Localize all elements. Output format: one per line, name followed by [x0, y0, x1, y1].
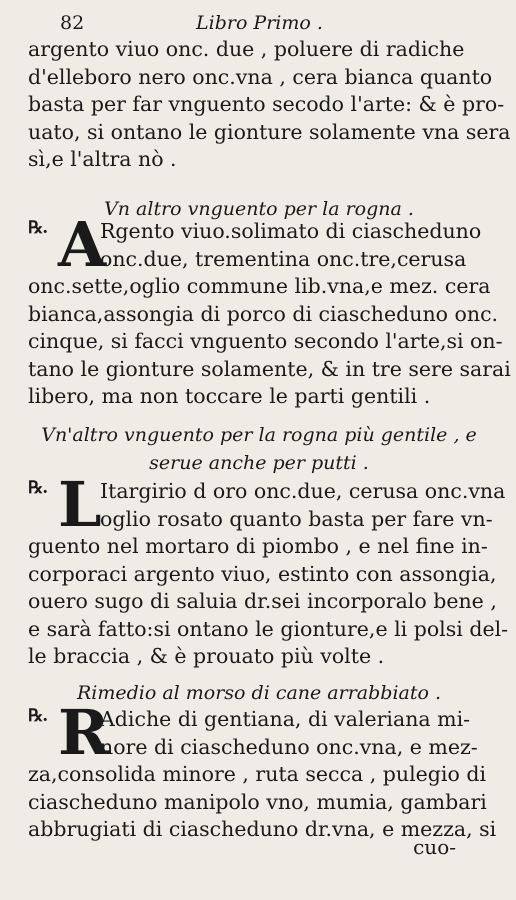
text-line: ouero sugo di saluia dr.sei incorporalo bene , [28, 589, 497, 613]
recipe-symbol: ℞. [28, 478, 48, 498]
page-number: 82 [60, 12, 85, 34]
text-line: abbrugiati di ciascheduno dr.vna, e mezza, si [28, 817, 497, 841]
recipe-symbol: ℞. [28, 218, 48, 238]
text-line: le braccia , & è prouato più volte . [28, 644, 385, 668]
running-head [60, 12, 480, 36]
text-line: uato, si ontano le gionture solamente vna sera [28, 119, 511, 144]
intro-paragraph [28, 36, 511, 174]
recipe-symbol: ℞. [28, 706, 48, 726]
text-line: corporaci argento viuo, estinto con assongia, [28, 561, 497, 586]
text-line: tano le gionture solamente, & in tre sere sarai [28, 356, 511, 381]
text-line: Rgento viuo.solimato di ciascheduno [100, 219, 482, 243]
text-line: nore di ciascheduno onc.vna, e mez- [100, 734, 478, 759]
text-line: d'elleboro nero onc.vna , cera bianca quanto [28, 64, 493, 89]
text-line: sì,e l'altra nò . [28, 147, 177, 171]
heading-line: Rimedio al morso di cane arrabbiato . [76, 682, 442, 704]
text-line: e sarà fatto:si ontano le gionture,e li polsi del- [28, 616, 509, 641]
text-line: argento viuo onc. due , poluere di radiche [28, 37, 465, 61]
header-title: Libro Primo . [196, 12, 323, 34]
text-line: onc.sette,oglio commune lib.vna,e mez. cera [28, 274, 491, 298]
catchword: cuo- [413, 835, 456, 859]
text-line: basta per far vnguento secodo l'arte: & è pro- [28, 92, 505, 116]
text-line: cinque, si facci vnguento secondo l'arte,si on- [28, 329, 503, 353]
text-line: za,consolida minore , ruta secca , pulegio di [28, 762, 487, 786]
text-line: Adiche di gentiana, di valeriana mi- [100, 707, 471, 731]
text-line: guento nel mortaro di piombo , e nel fine in- [28, 534, 488, 558]
text-line: onc.due, trementina onc.tre,cerusa [100, 246, 467, 271]
drop-cap: A [58, 208, 107, 281]
heading-line: Vn'altro vnguento per la rogna più gentile , e [41, 424, 477, 446]
text-line: bianca,assongia di porco di ciascheduno onc. [28, 301, 499, 326]
heading-line: Vn altro vnguento per la rogna . [104, 198, 414, 220]
text-line: libero, ma non toccare le parti gentili . [28, 384, 431, 408]
text-line: oglio rosato quanto basta per fare vn- [100, 506, 493, 531]
text-line: Itargirio d oro onc.due, cerusa onc.vna [100, 479, 506, 503]
heading-line: serue anche per putti . [149, 451, 369, 474]
drop-cap: R [58, 696, 110, 769]
text-line: ciascheduno manipolo vno, mumia, gambari [28, 789, 487, 814]
drop-cap: L [58, 468, 102, 541]
